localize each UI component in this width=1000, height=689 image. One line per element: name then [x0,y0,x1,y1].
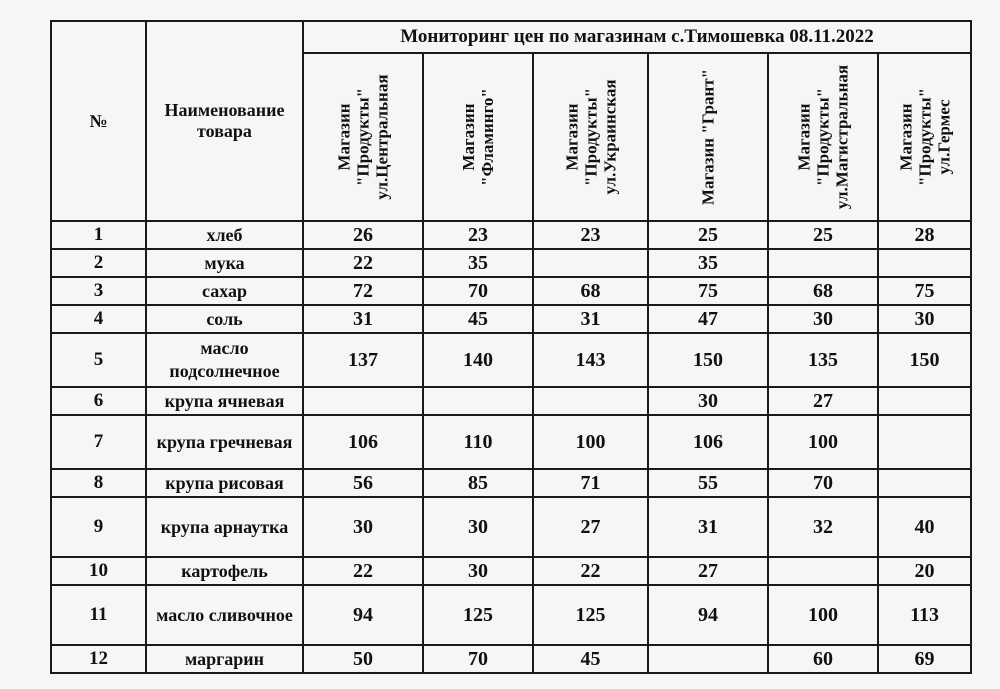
column-header-product-name: Наименование товара [146,21,303,221]
table-row [51,645,971,673]
product-name: маргарин [146,645,303,673]
price-cell: 85 [423,469,533,497]
product-name: хлеб [146,221,303,249]
price-cell: 45 [533,645,648,673]
price-cell: 30 [303,497,423,557]
price-cell: 72 [303,277,423,305]
price-cell: 69 [878,645,971,673]
price-cell: 25 [648,221,768,249]
price-cell: 45 [423,305,533,333]
price-cell [878,249,971,277]
price-cell [533,249,648,277]
store-header-1 [303,53,423,221]
price-cell [878,387,971,415]
price-cell: 30 [648,387,768,415]
table-row [51,469,971,497]
row-number: 2 [51,249,146,277]
price-cell [768,557,878,585]
price-cell: 75 [648,277,768,305]
price-cell: 35 [423,249,533,277]
store-header-2 [423,53,533,221]
price-cell [768,249,878,277]
price-cell: 75 [878,277,971,305]
row-number: 12 [51,645,146,673]
row-number: 9 [51,497,146,557]
price-cell: 94 [648,585,768,645]
price-cell: 140 [423,333,533,387]
product-name: масло сливочное [146,585,303,645]
row-number: 8 [51,469,146,497]
store-header-6 [878,53,971,221]
price-cell: 31 [648,497,768,557]
price-cell: 27 [533,497,648,557]
store-header-label: Магазин "Продукты" ул.Гермес [896,87,954,187]
store-header-label: Магазин "Фламинго" [459,88,497,186]
price-cell: 70 [423,277,533,305]
product-name: картофель [146,557,303,585]
price-cell: 68 [768,277,878,305]
store-header-label: Магазин "Продукты" ул.Магистральная [794,64,852,210]
price-cell: 30 [423,557,533,585]
table-row [51,415,971,469]
price-cell: 56 [303,469,423,497]
price-cell: 47 [648,305,768,333]
price-cell: 55 [648,469,768,497]
product-name: сахар [146,277,303,305]
price-cell: 28 [878,221,971,249]
price-cell: 30 [423,497,533,557]
price-cell: 23 [533,221,648,249]
store-header-label: Магазин "Продукты" ул.Центральная [334,74,392,200]
price-cell: 23 [423,221,533,249]
store-header-5 [768,53,878,221]
price-cell: 35 [648,249,768,277]
price-cell: 100 [768,585,878,645]
price-cell: 113 [878,585,971,645]
price-monitoring-table [50,20,972,674]
price-cell: 31 [533,305,648,333]
table-row [51,333,971,387]
store-header-4 [648,53,768,221]
price-cell: 100 [533,415,648,469]
price-cell: 40 [878,497,971,557]
store-header-label: Магазин "Грант" [698,68,718,206]
price-cell: 30 [768,305,878,333]
product-name: крупа ячневая [146,387,303,415]
table-row [51,497,971,557]
table-row [51,277,971,305]
price-cell [648,645,768,673]
column-header-number: № [51,21,146,221]
price-cell: 27 [648,557,768,585]
price-cell: 32 [768,497,878,557]
table-row [51,387,971,415]
row-number: 10 [51,557,146,585]
product-name: масло подсолнечное [146,333,303,387]
price-cell: 110 [423,415,533,469]
table-row [51,585,971,645]
row-number: 6 [51,387,146,415]
row-number: 5 [51,333,146,387]
price-cell: 71 [533,469,648,497]
price-cell: 137 [303,333,423,387]
table-title: Мониторинг цен по магазинам с.Тимошевка 08.11.2022 [303,21,971,53]
price-cell: 22 [533,557,648,585]
price-cell: 20 [878,557,971,585]
product-name: крупа арнаутка [146,497,303,557]
product-name: соль [146,305,303,333]
price-cell: 125 [533,585,648,645]
row-number: 11 [51,585,146,645]
price-cell: 50 [303,645,423,673]
price-cell: 135 [768,333,878,387]
price-cell: 106 [303,415,423,469]
price-cell [533,387,648,415]
price-cell [878,415,971,469]
row-number: 3 [51,277,146,305]
product-name: крупа рисовая [146,469,303,497]
row-number: 7 [51,415,146,469]
price-cell: 25 [768,221,878,249]
price-cell: 26 [303,221,423,249]
store-header-label: Магазин "Продукты" ул.Украинская [562,79,619,195]
price-cell: 68 [533,277,648,305]
price-cell: 27 [768,387,878,415]
price-cell: 100 [768,415,878,469]
price-cell: 143 [533,333,648,387]
product-name: крупа гречневая [146,415,303,469]
row-number: 4 [51,305,146,333]
price-cell: 94 [303,585,423,645]
table-row [51,305,971,333]
product-name: мука [146,249,303,277]
price-cell: 60 [768,645,878,673]
price-cell: 70 [423,645,533,673]
price-cell [303,387,423,415]
table-row [51,249,971,277]
store-header-3 [533,53,648,221]
price-cell: 150 [878,333,971,387]
price-cell: 22 [303,557,423,585]
price-cell [878,469,971,497]
price-cell: 70 [768,469,878,497]
row-number: 1 [51,221,146,249]
price-cell [423,387,533,415]
table-row [51,221,971,249]
table-row [51,557,971,585]
price-cell: 106 [648,415,768,469]
price-cell: 22 [303,249,423,277]
price-cell: 150 [648,333,768,387]
price-cell: 125 [423,585,533,645]
price-cell: 30 [878,305,971,333]
price-cell: 31 [303,305,423,333]
